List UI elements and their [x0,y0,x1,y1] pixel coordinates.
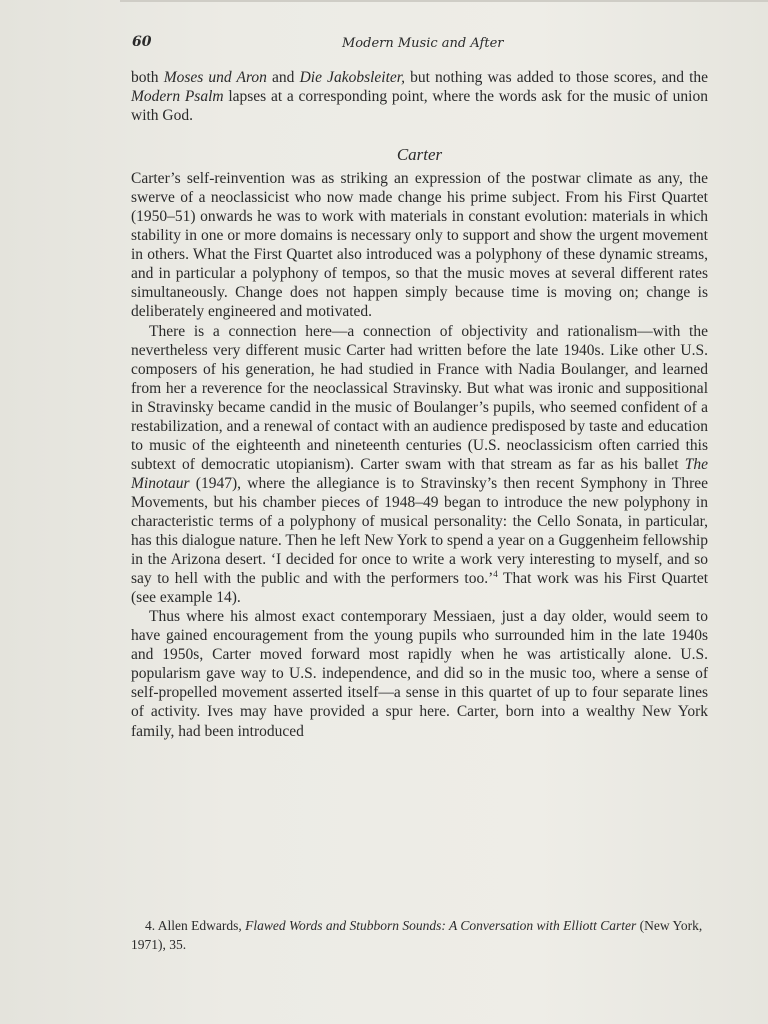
work-title: The Minotaur [131,455,708,492]
top-edge-line [120,0,768,2]
text-run: lapses at a corresponding point, where the words ask for the music of union with God. [131,88,708,125]
section-heading: Carter [396,145,443,165]
work-title: Moses und Aron [163,69,267,86]
paragraph-3: Thus where his almost exact contemporary Messiaen, just a day older, would seem to have gained encouragement from the young pupils who surrounded him in the late 1940s and 1950s, Carter moved forward most rapidly when he was artistically alone. U.S. popularism gave way to U.S. independence, and did so in the music too, where a sense of self-propelled movement asserted itself—a sense in this quartet of up to four separate lines of activity. Ives may have provided a spur here. Carter, born into a wealthy New York family, had been introduced [131,608,708,740]
footnote [131,916,708,954]
text-run: (1947), where the allegiance is to Stravinsky’s then recent Symphony in Three Movements, but his chamber pieces of 1948–49 began to introduce the new polyphony in characteristic terms of a polyphony of musical personality: the Cello Sonata, in particular, has this dialogue nature. Then he left New York to spend a year on a Guggenheim fellowship in the Arizona desert. ‘I decided for once to write a work very interesting to myself, and so say to hell with the public and with the performers too.’ [131,474,708,588]
work-title: Die Jakobsleiter, [299,69,405,86]
paragraph-2 [131,322,708,608]
page-number: 60 [132,34,152,50]
footnote-number: 4. [145,918,156,933]
text-run: (New York, 1971), 35. [131,918,703,952]
footnote-marker: 4 [493,568,498,579]
text-run: but nothing was added to those scores, and the [404,69,709,86]
text-run: That work was his First Quartet (see example 14). [131,570,709,607]
book-title: Flawed Words and Stubborn Sounds: A Conversation with Elliott Carter [245,918,637,933]
text-run: There is a connection here—a connection of objectivity and rationalism—with the nevertheless very different music Carter had written before the late 1940s. Like other U.S. composers of his generation, he had studied in France with Nadia Boulanger, and learned from her a reverence for the neoclassical Stravinsky. But what was ironic and suppositional in Stravinsky became candid in the music of Boulanger’s pupils, who seemed confident of a restabilization, and a renewal of contact with an audience predisposed by taste and education to music of the eighteenth and nineteenth centuries (U.S. neoclassicism often carried this subtext of democratic utopianism). Carter swam with that stream as far as his ballet [131,322,708,473]
running-head: Modern Music and After [342,36,504,51]
text-run: both [131,69,164,86]
work-title: Modern Psalm [131,88,224,106]
text-run: Allen Edwards, [155,918,246,933]
text-run: and [266,69,300,86]
paragraph-1: Carter’s self-reinvention was as striking an expression of the postwar climate as any, the swerve of a neoclassicist who now made change his prime subject. From his First Quartet (1950–51) onwards he was to work with materials in constant evolution: materials in which stability in one or more domains is necessary only to support and show the urgent movement in others. What the First Quartet also introduced was a polyphony of these dynamic streams, and in particular a polyphony of tempos, so that the music moves at several different rates simultaneously. Change does not happen simply because time is moving on; change is deliberately engineered and motivated. [131,170,708,321]
page-header [132,34,707,56]
opening-paragraph [131,68,708,125]
body-text [131,68,708,741]
